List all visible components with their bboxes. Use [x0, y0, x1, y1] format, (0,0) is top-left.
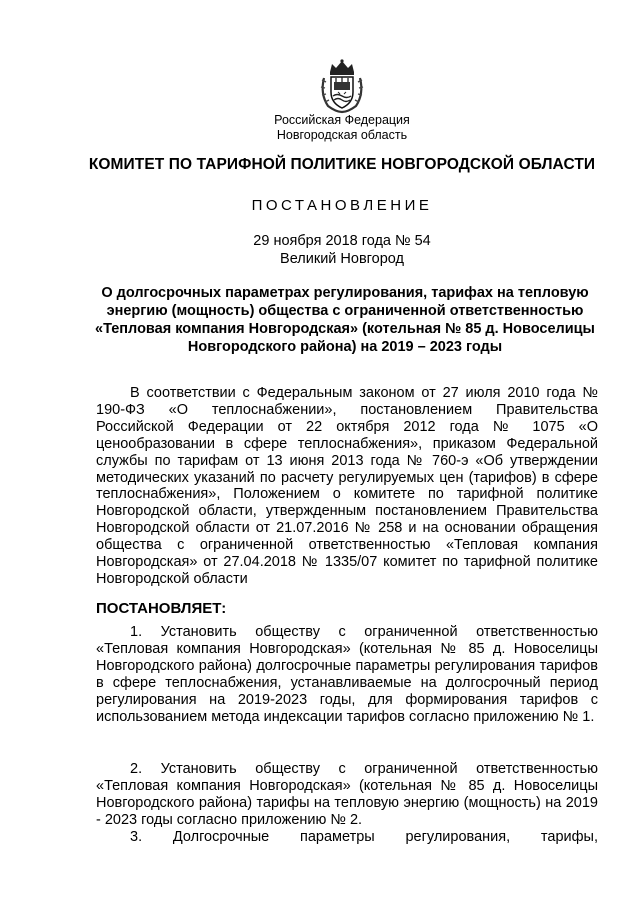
resolves-heading: ПОСТАНОВЛЯЕТ: — [96, 600, 227, 617]
region-name: Новгородская область — [276, 128, 408, 142]
coat-of-arms-emblem — [318, 58, 366, 114]
list-item: 3. Долгосрочные параметры регулирования, тарифы, — [130, 829, 598, 845]
list-item: 2. Установить обществу с ограниченной ответственностью «Тепловая компания Новгородская» (котельная № 85 д. Новоселицы Новгородского района) тарифы на тепловую энергию (мощность) на 2019 - 2023 годы согласно приложению № 2. — [96, 761, 598, 828]
document-title: О долгосрочных параметрах регулирования, тарифах на тепловую энергию (мощность) общества с ограниченной ответственностью «Тепловая компания Новгородская» (котельная № 85 д. Новоселицы Новгородского района) на 2019 – 2023 годы — [95, 285, 595, 355]
preamble-paragraph: В соответствии с Федеральным законом от 27 июля 2010 года № 190-ФЗ «О теплоснабжении», постановлением Правительства Российской Федерации от 22 октября 2012 года № 1075 «О ценообразовании в сфере теплоснабжения», приказом Федеральной службы по тарифам от 13 июня 2013 года № 760-э «Об утверждении методических указаний по расчету регулируемых цен (тарифов) в сфере теплоснабжения», Положением о комитете по тарифной политике Новгородской области, утвержденным постановлением Правительства Новгородской области от 21.07.2016 № 258 и на основании обращения общества с ограниченной ответственностью «Тепловая компания Новгородская» от 27.04.2018 № 1335/07 комитет по тарифной политике Новгородской области — [96, 385, 598, 587]
document-type: ПОСТАНОВЛЕНИЕ — [251, 197, 433, 214]
document-date-number: 29 ноября 2018 года № 54 — [253, 233, 431, 249]
committee-name: КОМИТЕТ ПО ТАРИФНОЙ ПОЛИТИКЕ НОВГОРОДСКОЙ ОБЛАСТИ — [88, 156, 596, 173]
list-item: 1. Установить обществу с ограниченной ответственностью «Тепловая компания Новгородская» (котельная № 85 д. Новоселицы Новгородского района) долгосрочные параметры регулирования тарифов в сфере теплоснабжения, устанавливаемые на долгосрочный период регулирования на 2019-2023 годы, для формирования тарифов с использованием метода индексации тарифов согласно приложению № 1. — [96, 624, 598, 725]
country-name: Российская Федерация — [274, 113, 410, 127]
document-city: Великий Новгород — [280, 251, 404, 267]
